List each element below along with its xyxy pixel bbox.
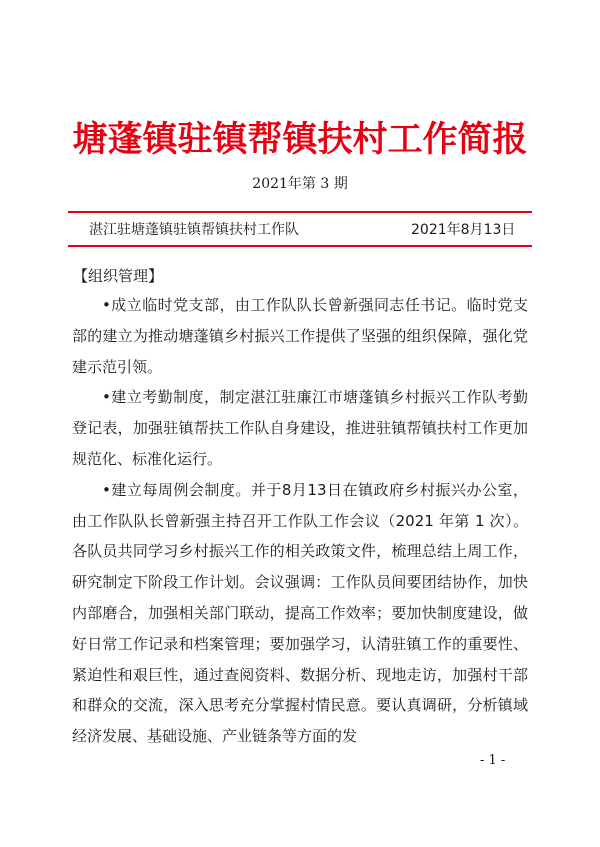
- masthead-title: 塘蓬镇驻镇帮镇扶村工作简报: [72, 119, 528, 160]
- page-number: - 1 -: [480, 753, 506, 768]
- paragraph-attendance: •建立考勤制度，制定湛江驻廉江市塘蓬镇乡村振兴工作队考勤登记表，加强驻镇帮扶工作队自身建设，推进驻镇帮镇扶村工作更加规范化、标准化运行。: [72, 388, 528, 468]
- section-heading: 【组织管理】: [73, 267, 164, 285]
- issue-number: 2021年第 3 期: [252, 176, 348, 192]
- paragraph-party-branch: •成立临时党支部，由工作队队长曾新强同志任书记。临时党支部的建立为推动塘蓬镇乡村振兴工作提供了坚强的组织保障，强化党建示范引领。: [72, 296, 528, 376]
- header-rule-top: [68, 211, 532, 213]
- issue-date: 2021年8月13日: [411, 222, 516, 238]
- paragraph-weekly-meeting: •建立每周例会制度。并于8月13日在镇政府乡村振兴办公室，由工作队队长曾新强主持召开工作队工作会议（2021 年第 1 次）。各队员共同学习乡村振兴工作的相关政策文件，梳理总结上周工作，研究制定下阶段工作计划。会议强调：工作队员间要团结协作，加快内部磨合，加强相关部门联动，提高工作效率；要加快制度建设，做好日常工作记录和档案管理；要加强学习，认清驻镇工作的重要性、紧迫性和艰巨性，通过查阅资料、数据分析、现地走访，加强村干部和群众的交流，深入思考充分掌握村情民意。要认真调研，分析镇域经济发展、基础设施、产业链条等方面的发: [72, 480, 528, 746]
- header-rule-bottom: [68, 245, 532, 247]
- body-text: [72, 290, 528, 752]
- sender-name: 湛江驻塘蓬镇驻镇帮镇扶村工作队: [89, 222, 299, 238]
